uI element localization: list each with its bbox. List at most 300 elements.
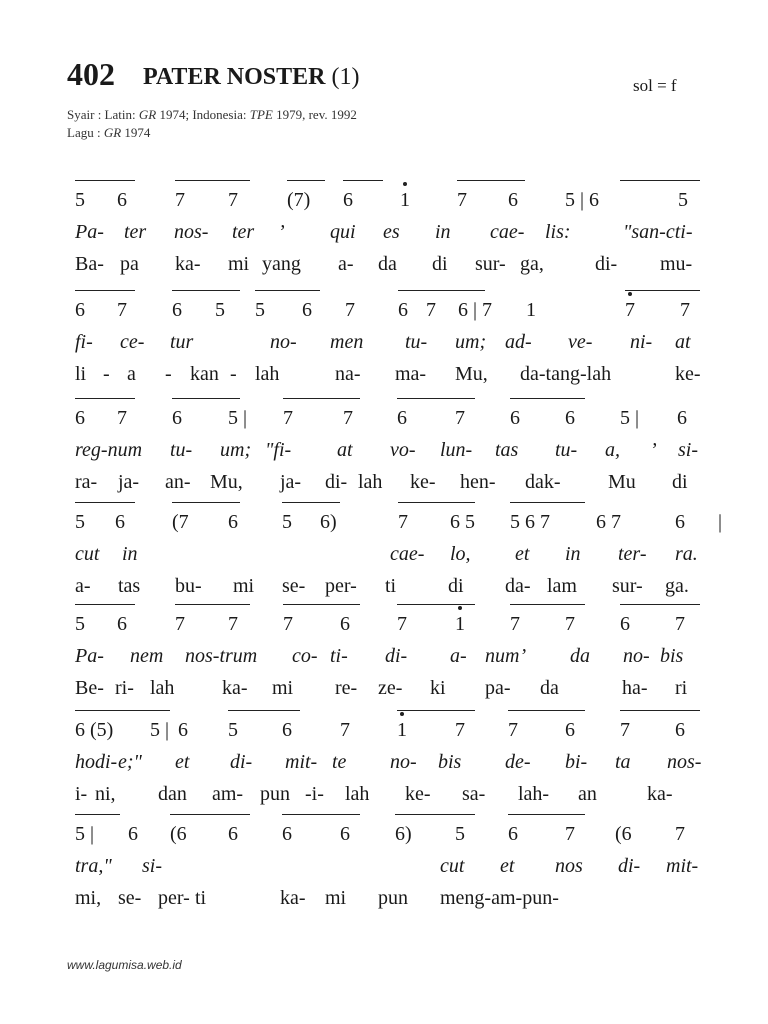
- latin-syllable: bi-: [565, 751, 588, 773]
- note: 7: [508, 719, 518, 741]
- note: 5 |: [75, 823, 95, 845]
- credit-prefix: Lagu :: [67, 125, 104, 140]
- indonesian-syllable: hen-: [460, 471, 496, 493]
- slur-line: [397, 398, 475, 399]
- slur-line: [75, 710, 170, 711]
- indonesian-syllable: ja-: [118, 471, 140, 493]
- note: 6: [343, 189, 353, 211]
- indonesian-syllable: dak-: [525, 471, 561, 493]
- note: 6: [228, 823, 238, 845]
- indonesian-syllable: a-: [75, 575, 91, 597]
- note: 6): [320, 511, 337, 533]
- note: 5 |: [228, 407, 248, 429]
- note: 7: [343, 407, 353, 429]
- note: 6 7: [596, 511, 621, 533]
- latin-syllable: a-: [450, 645, 467, 667]
- slur-line: [510, 604, 585, 605]
- note: (6: [615, 823, 632, 845]
- latin-syllable: nos-: [667, 751, 702, 773]
- note: 6 | 7: [458, 299, 493, 321]
- staff-system: [0, 708, 768, 816]
- latin-syllable: ni-: [630, 331, 653, 353]
- latin-syllable: es: [383, 221, 400, 243]
- indonesian-syllable: Ba-: [75, 253, 104, 275]
- note: 6: [282, 719, 292, 741]
- note: 6: [228, 511, 238, 533]
- note: 5 |: [150, 719, 170, 741]
- note: 7: [625, 299, 635, 321]
- key-signature: sol = f: [633, 76, 677, 95]
- latin-syllable: cut: [440, 855, 465, 877]
- slur-line: [283, 604, 360, 605]
- note: 6: [117, 189, 127, 211]
- note: 7: [675, 823, 685, 845]
- note: 7: [455, 719, 465, 741]
- note: 6: [675, 511, 685, 533]
- note: 6: [340, 613, 350, 635]
- slur-line: [450, 502, 475, 503]
- indonesian-syllable: Be-: [75, 677, 104, 699]
- staff-system: [0, 602, 768, 710]
- latin-syllable: ter-: [618, 543, 647, 565]
- latin-syllable: no-: [390, 751, 417, 773]
- indonesian-syllable: sur-: [475, 253, 506, 275]
- note: 7: [117, 407, 127, 429]
- note: 6: [677, 407, 687, 429]
- note: 5: [215, 299, 225, 321]
- slur-line: [397, 604, 475, 605]
- indonesian-syllable: lah-: [518, 783, 550, 805]
- indonesian-syllable: an-: [165, 471, 191, 493]
- note: 6 (5): [75, 719, 114, 741]
- note: 7: [620, 719, 630, 741]
- slur-line: [170, 814, 250, 815]
- latin-syllable: "san-cti-: [623, 221, 693, 243]
- indonesian-syllable: da-: [505, 575, 531, 597]
- note: 7: [455, 407, 465, 429]
- latin-syllable: e;": [118, 751, 142, 773]
- latin-syllable: cut: [75, 543, 100, 565]
- website-url: www.lagumisa.web.id: [67, 958, 182, 972]
- latin-syllable: um;: [455, 331, 487, 353]
- latin-syllable: et: [175, 751, 190, 773]
- latin-syllable: tra,": [75, 855, 112, 877]
- indonesian-syllable: di-: [595, 253, 618, 275]
- note: 1: [526, 299, 536, 321]
- latin-syllable: Pa-: [75, 645, 104, 667]
- note: 6: [75, 299, 85, 321]
- slur-line: [620, 180, 700, 181]
- note: 6): [395, 823, 412, 845]
- latin-syllable: vo-: [390, 439, 416, 461]
- hymn-number: 402: [67, 56, 115, 92]
- note: 7: [565, 823, 575, 845]
- latin-syllable: bis: [438, 751, 462, 773]
- note: 5 6 7: [510, 511, 550, 533]
- indonesian-syllable: ke-: [405, 783, 431, 805]
- indonesian-syllable: na-: [335, 363, 361, 385]
- slur-line: [282, 502, 340, 503]
- latin-syllable: te: [332, 751, 347, 773]
- slur-line: [228, 710, 300, 711]
- indonesian-syllable: ka-: [647, 783, 673, 805]
- note: 7: [340, 719, 350, 741]
- note: 7: [283, 613, 293, 635]
- indonesian-syllable: per-: [325, 575, 357, 597]
- latin-syllable: lis:: [545, 221, 571, 243]
- high-octave-dot: [403, 182, 407, 186]
- latin-syllable: reg-num: [75, 439, 143, 461]
- indonesian-syllable: ke-: [675, 363, 701, 385]
- indonesian-syllable: ki: [430, 677, 446, 699]
- melody-credit: [67, 126, 150, 139]
- note: 7: [175, 613, 185, 635]
- note: 5: [282, 511, 292, 533]
- indonesian-syllable: re-: [335, 677, 358, 699]
- latin-syllable: hodi-: [75, 751, 118, 773]
- note: (7: [172, 511, 189, 533]
- latin-syllable: ra.: [675, 543, 698, 565]
- lyrics-credit: [67, 108, 357, 121]
- indonesian-syllable: sur-: [612, 575, 643, 597]
- latin-syllable: ’: [650, 439, 657, 461]
- slur-line: [343, 180, 383, 181]
- indonesian-syllable: yang: [262, 253, 301, 275]
- slur-line: [75, 290, 135, 291]
- slur-line: [508, 710, 585, 711]
- latin-syllable: co-: [292, 645, 318, 667]
- note: 6: [128, 823, 138, 845]
- note: 5: [75, 511, 85, 533]
- note: 5: [678, 189, 688, 211]
- note: 7: [228, 189, 238, 211]
- note: 6: [565, 719, 575, 741]
- latin-syllable: di-: [618, 855, 641, 877]
- note: 7: [345, 299, 355, 321]
- note: 6: [398, 299, 408, 321]
- indonesian-syllable: di: [448, 575, 464, 597]
- note: 6: [75, 407, 85, 429]
- note: 6: [282, 823, 292, 845]
- slur-line: [172, 502, 240, 503]
- latin-syllable: nos-: [174, 221, 209, 243]
- staff-system: [0, 288, 768, 396]
- indonesian-syllable: ka-: [222, 677, 248, 699]
- slur-line: [620, 604, 700, 605]
- note: 6: [172, 407, 182, 429]
- indonesian-syllable: mi: [325, 887, 347, 909]
- indonesian-syllable: da-tang-lah: [520, 363, 612, 385]
- indonesian-syllable: ni,: [95, 783, 116, 805]
- indonesian-syllable: kan: [190, 363, 219, 385]
- high-octave-dot: [458, 606, 462, 610]
- latin-syllable: a,: [605, 439, 620, 461]
- note: 7: [117, 299, 127, 321]
- latin-syllable: si-: [142, 855, 162, 877]
- indonesian-syllable: i-: [75, 783, 88, 805]
- latin-syllable: lo,: [450, 543, 471, 565]
- slur-line: [620, 710, 700, 711]
- indonesian-syllable: ra-: [75, 471, 98, 493]
- note: 6: [565, 407, 575, 429]
- slur-line: [175, 180, 250, 181]
- slur-line: [395, 814, 475, 815]
- indonesian-syllable: ha-: [622, 677, 648, 699]
- latin-syllable: in: [122, 543, 138, 565]
- high-octave-dot: [400, 712, 404, 716]
- title-text: PATER NOSTER: [143, 64, 326, 90]
- note: 7: [397, 613, 407, 635]
- indonesian-syllable: pa-: [485, 677, 511, 699]
- indonesian-syllable: mi,: [75, 887, 102, 909]
- indonesian-syllable: mi: [233, 575, 255, 597]
- latin-syllable: ad-: [505, 331, 532, 353]
- latin-syllable: ter: [232, 221, 255, 243]
- note: 7: [283, 407, 293, 429]
- note: 6: [508, 823, 518, 845]
- note: 6: [510, 407, 520, 429]
- indonesian-syllable: a-: [338, 253, 354, 275]
- latin-syllable: in: [565, 543, 581, 565]
- indonesian-syllable: ke-: [410, 471, 436, 493]
- melody-year: 1974: [121, 125, 151, 140]
- note: 7: [680, 299, 690, 321]
- indonesian-syllable: Mu,: [455, 363, 488, 385]
- note: 7: [510, 613, 520, 635]
- indonesian-syllable: lah: [150, 677, 175, 699]
- melody-source: GR: [103, 125, 122, 140]
- title-variant: (1): [331, 64, 360, 90]
- indonesian-syllable: ri-: [115, 677, 134, 699]
- slur-line: [172, 290, 240, 291]
- slur-line: [75, 398, 135, 399]
- latin-syllable: in: [435, 221, 451, 243]
- note: 5: [228, 719, 238, 741]
- indonesian-syllable: ja-: [280, 471, 302, 493]
- slur-line: [255, 290, 320, 291]
- note: 6: [117, 613, 127, 635]
- indonesian-syllable: da: [540, 677, 559, 699]
- slur-line: [287, 180, 325, 181]
- indonesian-syllable: li: [75, 363, 87, 385]
- latin-syllable: tur: [170, 331, 194, 353]
- indonesian-syllable: dan: [158, 783, 187, 805]
- note: 6: [172, 299, 182, 321]
- note: 6: [340, 823, 350, 845]
- indonesian-syllable: tas: [118, 575, 141, 597]
- indonesian-syllable: ga.: [665, 575, 689, 597]
- indonesian-syllable: ka-: [280, 887, 306, 909]
- indonesian-source: TPE: [249, 107, 273, 122]
- indonesian-syllable: di: [672, 471, 688, 493]
- latin-year: 1974; Indonesia:: [156, 107, 250, 122]
- indonesian-syllable: mi: [272, 677, 294, 699]
- note: (6: [170, 823, 187, 845]
- indonesian-syllable: mu-: [660, 253, 693, 275]
- latin-syllable: ta: [615, 751, 631, 773]
- hymn-title: [143, 65, 359, 89]
- slur-line: [175, 604, 250, 605]
- indonesian-syllable: ga,: [520, 253, 544, 275]
- indonesian-syllable: ze-: [378, 677, 403, 699]
- note: 6: [508, 189, 518, 211]
- note: 1: [455, 613, 465, 635]
- slur-line: [457, 180, 525, 181]
- indonesian-syllable: lah: [255, 363, 280, 385]
- note: 5 |: [620, 407, 640, 429]
- latin-syllable: da: [570, 645, 590, 667]
- note: 7: [457, 189, 467, 211]
- indonesian-syllable: ka-: [175, 253, 201, 275]
- latin-syllable: ve-: [568, 331, 593, 353]
- slur-line: [283, 398, 360, 399]
- indonesian-syllable: lah: [358, 471, 383, 493]
- staff-system: [0, 396, 768, 504]
- indonesian-syllable: Mu: [608, 471, 636, 493]
- indonesian-syllable: di-: [325, 471, 348, 493]
- note: (7): [287, 189, 311, 211]
- note: 5: [255, 299, 265, 321]
- note: 1: [397, 719, 407, 741]
- indonesian-syllable: Mu,: [210, 471, 243, 493]
- note: 7: [398, 511, 408, 533]
- note: 5: [455, 823, 465, 845]
- latin-syllable: num’: [485, 645, 527, 667]
- slur-line: [510, 502, 585, 503]
- indonesian-syllable: ma-: [395, 363, 427, 385]
- indonesian-syllable: se-: [282, 575, 306, 597]
- latin-syllable: cae-: [490, 221, 525, 243]
- indonesian-syllable: lam: [547, 575, 577, 597]
- slur-line: [397, 710, 475, 711]
- latin-syllable: tu-: [170, 439, 193, 461]
- indonesian-syllable: ri: [675, 677, 688, 699]
- latin-source: GR: [138, 107, 157, 122]
- note: |: [718, 511, 723, 533]
- note: 6: [302, 299, 312, 321]
- indonesian-syllable: sa-: [462, 783, 486, 805]
- note: 5: [75, 189, 85, 211]
- latin-syllable: di-: [230, 751, 253, 773]
- indonesian-syllable: -i-: [305, 783, 324, 805]
- latin-syllable: mit-: [666, 855, 699, 877]
- latin-syllable: nem: [130, 645, 164, 667]
- slur-line: [510, 398, 585, 399]
- latin-syllable: qui: [330, 221, 356, 243]
- indonesian-syllable: -: [165, 363, 172, 385]
- indonesian-syllable: lah: [345, 783, 370, 805]
- indonesian-syllable: mi: [228, 253, 250, 275]
- slur-line: [625, 290, 700, 291]
- indonesian-syllable: bu-: [175, 575, 202, 597]
- indonesian-syllable: a: [127, 363, 136, 385]
- latin-syllable: "fi-: [265, 439, 292, 461]
- latin-syllable: cae-: [390, 543, 425, 565]
- latin-syllable: mit-: [285, 751, 318, 773]
- indonesian-syllable: per-: [158, 887, 190, 909]
- note: 6: [620, 613, 630, 635]
- credit-prefix: Syair : Latin:: [67, 107, 139, 122]
- note: 5: [75, 613, 85, 635]
- note: 7: [426, 299, 436, 321]
- latin-syllable: men: [330, 331, 364, 353]
- latin-syllable: nos-trum: [185, 645, 258, 667]
- latin-syllable: si-: [678, 439, 698, 461]
- latin-syllable: tu-: [405, 331, 428, 353]
- latin-syllable: ter: [124, 221, 147, 243]
- note: 7: [565, 613, 575, 635]
- indonesian-syllable: pun: [260, 783, 290, 805]
- latin-syllable: tu-: [555, 439, 578, 461]
- note: 7: [675, 613, 685, 635]
- latin-syllable: um;: [220, 439, 252, 461]
- slur-line: [75, 814, 120, 815]
- latin-syllable: tas: [495, 439, 519, 461]
- latin-syllable: lun-: [440, 439, 473, 461]
- staff-system: [0, 500, 768, 608]
- latin-syllable: fi-: [75, 331, 93, 353]
- latin-syllable: de-: [505, 751, 531, 773]
- slur-line: [282, 814, 360, 815]
- slur-line: [75, 502, 135, 503]
- latin-syllable: ce-: [120, 331, 145, 353]
- staff-system: [0, 178, 768, 286]
- latin-syllable: nos: [555, 855, 583, 877]
- slur-line: [398, 290, 485, 291]
- note: 7: [175, 189, 185, 211]
- indonesian-syllable: pun: [378, 887, 408, 909]
- indonesian-syllable: di: [432, 253, 448, 275]
- slur-line: [508, 814, 585, 815]
- note: 6: [178, 719, 188, 741]
- indonesian-syllable: pa: [120, 253, 139, 275]
- indonesian-syllable: -: [103, 363, 110, 385]
- note: 1: [400, 189, 410, 211]
- note: 6: [115, 511, 125, 533]
- latin-syllable: ’: [278, 221, 285, 243]
- latin-syllable: et: [500, 855, 515, 877]
- slur-line: [75, 604, 135, 605]
- indonesian-syllable: da: [378, 253, 397, 275]
- latin-syllable: et: [515, 543, 530, 565]
- latin-syllable: Pa-: [75, 221, 104, 243]
- indonesian-syllable: meng-am-pun-: [440, 887, 559, 909]
- latin-syllable: at: [675, 331, 691, 353]
- latin-syllable: at: [337, 439, 353, 461]
- slur-line: [75, 180, 135, 181]
- latin-syllable: no-: [623, 645, 650, 667]
- indonesian-syllable: -: [230, 363, 237, 385]
- slur-line: [172, 398, 240, 399]
- indonesian-year: 1979, rev. 1992: [272, 107, 357, 122]
- note: 5 | 6: [565, 189, 600, 211]
- latin-syllable: di-: [385, 645, 408, 667]
- note: 6: [675, 719, 685, 741]
- latin-syllable: bis: [660, 645, 684, 667]
- latin-syllable: ti-: [330, 645, 348, 667]
- note: 6: [397, 407, 407, 429]
- indonesian-syllable: an: [578, 783, 597, 805]
- indonesian-syllable: se-: [118, 887, 142, 909]
- latin-syllable: no-: [270, 331, 297, 353]
- staff-system: [0, 812, 768, 920]
- high-octave-dot: [628, 292, 632, 296]
- note: 7: [228, 613, 238, 635]
- indonesian-syllable: ti: [195, 887, 207, 909]
- note: 6 5: [450, 511, 475, 533]
- indonesian-syllable: ti: [385, 575, 397, 597]
- indonesian-syllable: am-: [212, 783, 244, 805]
